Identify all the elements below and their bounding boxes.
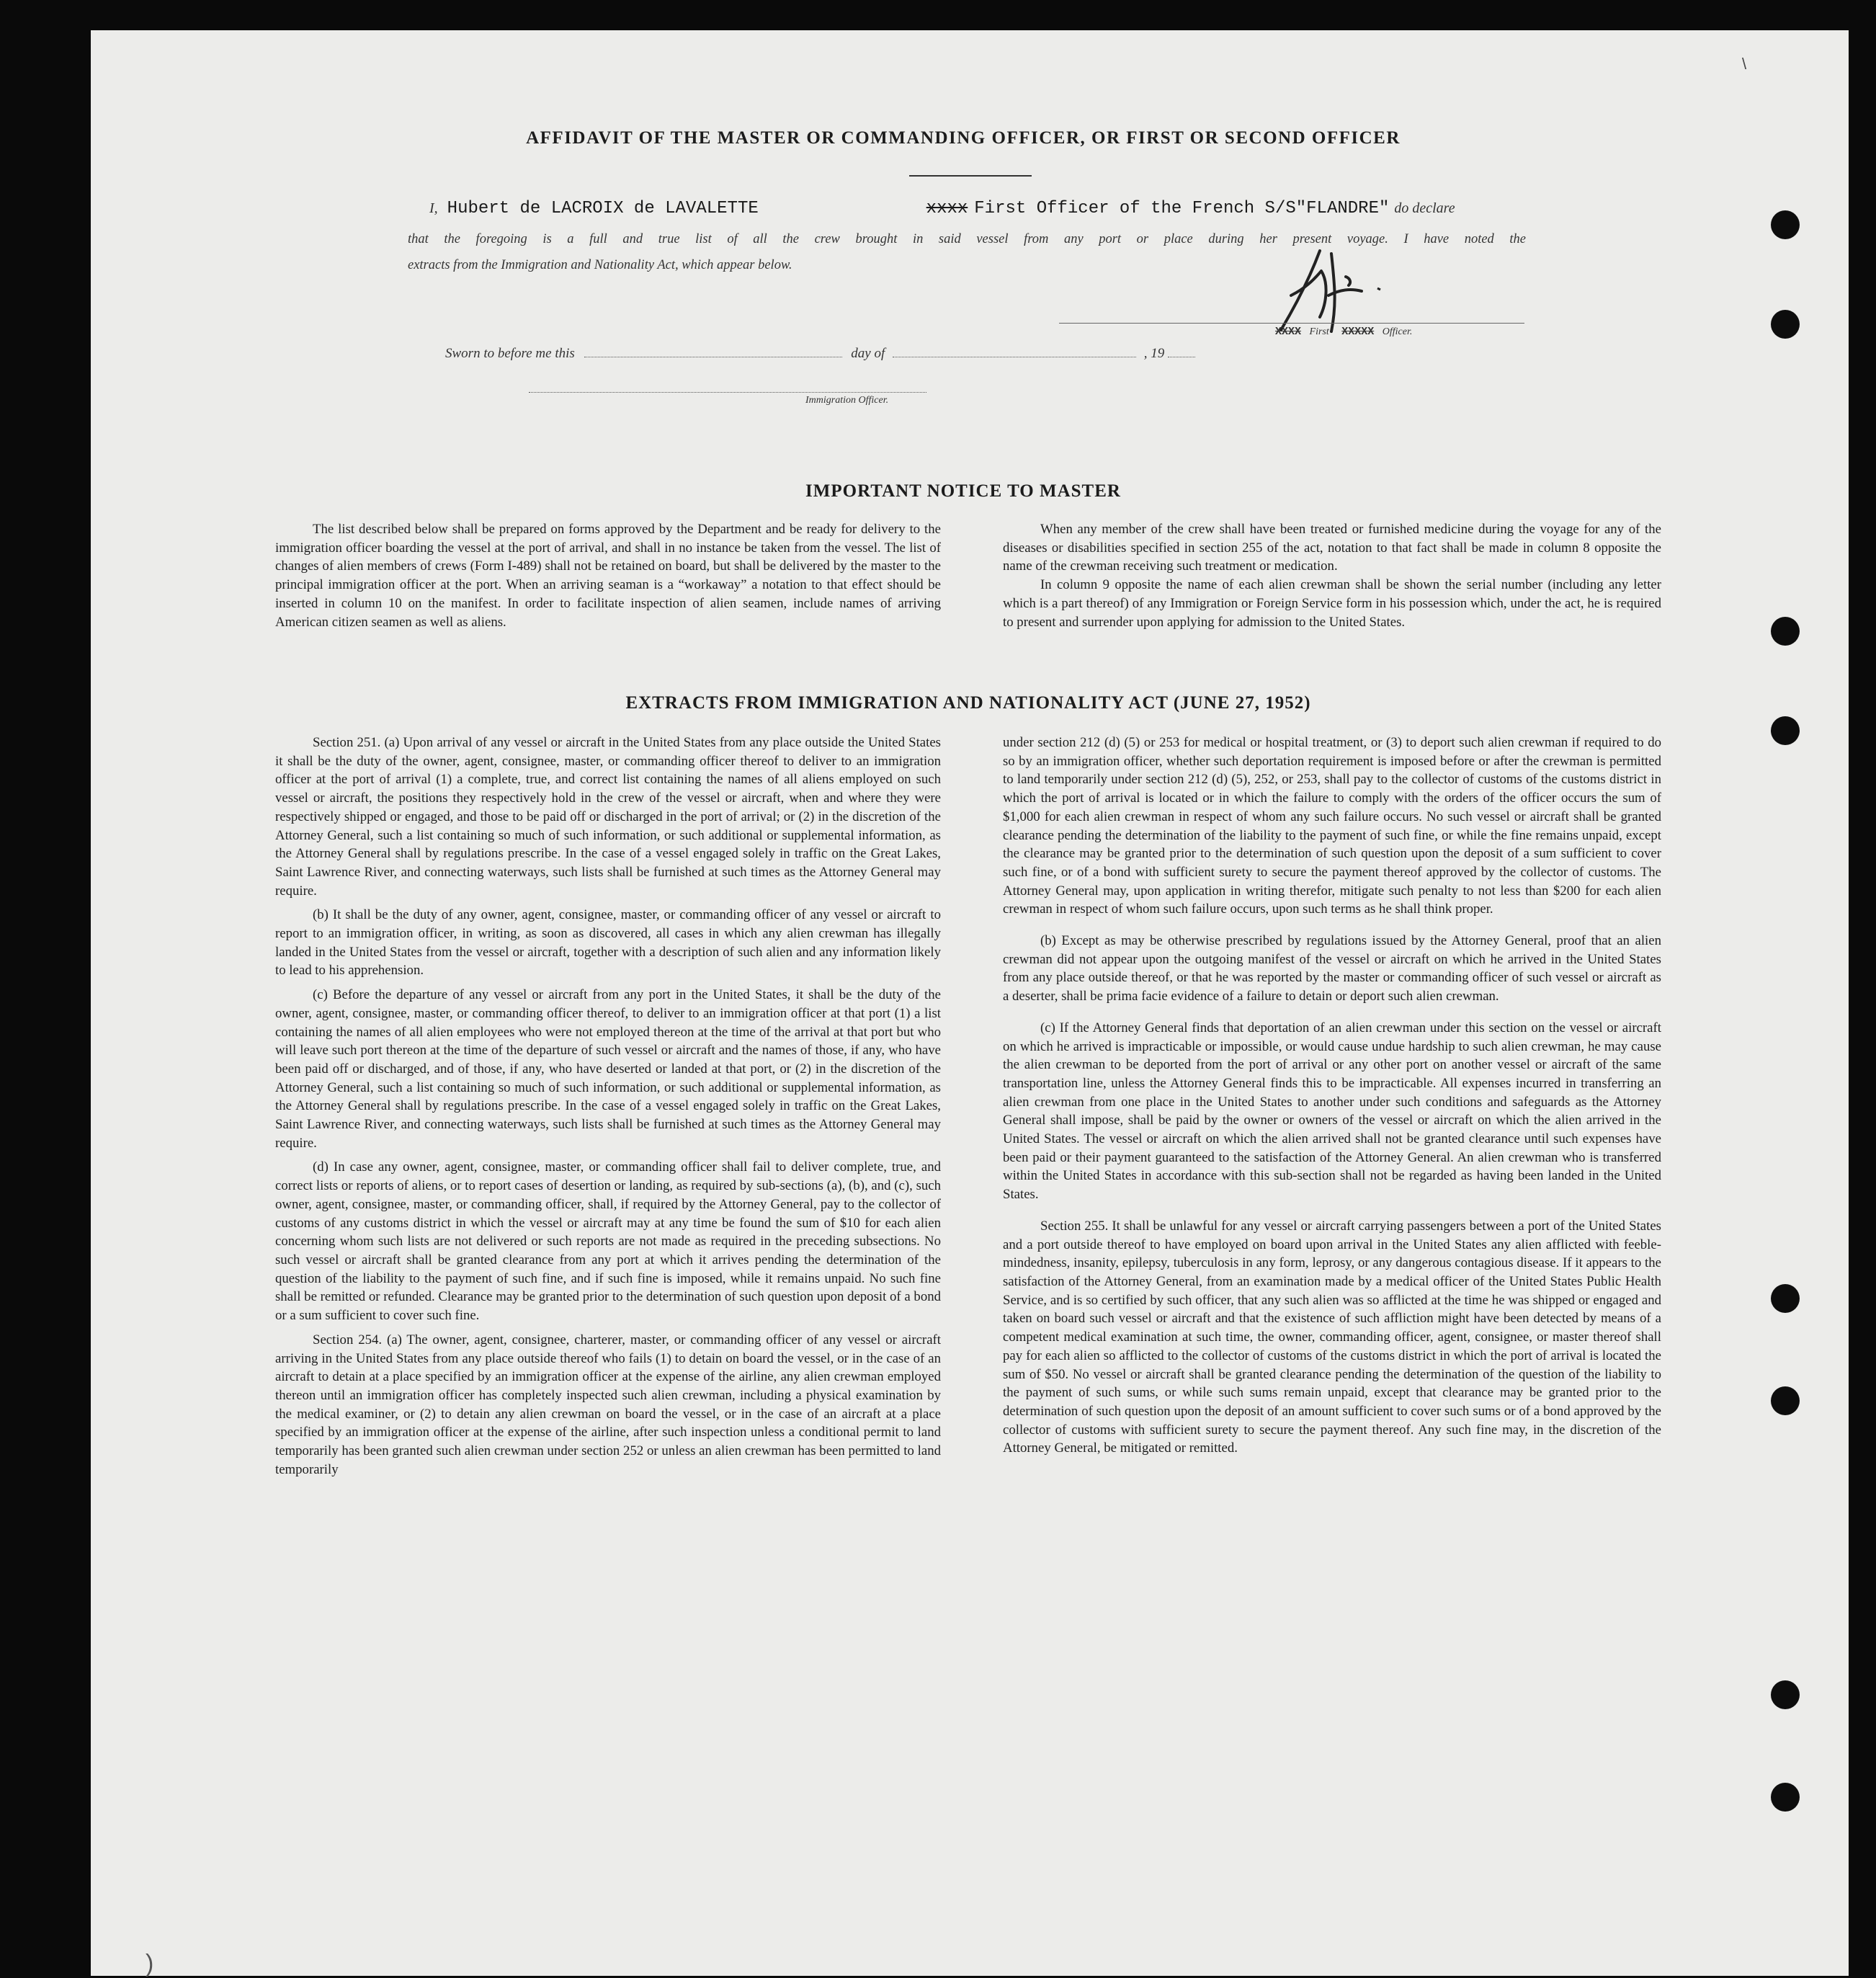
notice-right-paragraph-2: In column 9 opposite the name of each alien crewman shall be shown the serial number (including any letter which is a part thereof) of any Immigration or Foreign Service form in his possession which, under the act, he is required to present and surrender upon applying for admission to the United States. <box>1003 577 1661 630</box>
binder-hole <box>1771 310 1800 339</box>
struck-caption-2: XXXXX <box>1341 326 1375 338</box>
section-255: Section 255. It shall be unlawful for any vessel or aircraft carrying passengers between a port of the United States and a port outside thereof to have employed on board upon arrival in the United States any alien afflicted with feeble-mindedness, insanity, epilepsy, tuberculosis in any form, leprosy, or any dangerous contagious disease. If it appears to the satisfaction of the Attorney General, from an examination made by a medical officer of the United States Public Health Service, and is so certified by such officer, that any such alien was so afflicted at the time he was shipped or engaged and taken on board such vessel or aircraft and that the existence of such affliction might have been detected by means of a competent medical examination at such time, the owner, commanding officer, agent, consignee, or master thereof shall pay for each alien so afflicted to the collector of customs of the customs district in which the port of arrival is located the sum of $50. No vessel or aircraft shall be granted clearance pending the determination of the question of the liability to the payment of such sums, or while such sums remain unpaid, except that clearance may be granted prior to the determination of such question upon the deposit of an amount sufficient to cover such sums or of a bond approved by the collector of customs with sufficient surety to secure the payment thereof. Any such fine may, in the discretion of the Attorney General, be mitigated or remitted. <box>1003 1218 1661 1456</box>
binder-hole <box>1771 617 1800 646</box>
extracts-title: EXTRACTS FROM IMMIGRATION AND NATIONALITY ACT (JUNE 27, 1952) <box>625 693 1311 713</box>
caption-first: First <box>1309 326 1329 337</box>
section-251-a: Section 251. (a) Upon arrival of any vessel or aircraft in the United States from any place outside the United States it shall be the duty of the owner, agent, consignee, master, or commanding officer thereof to deliver to an immigration officer at the port of arrival (1) a complete, true, and correct list containing the names of all aliens employed on such vessel or aircraft, the positions they respectively hold in the crew of the vessel or aircraft, when and where they were respectively shipped or engaged, and those to be paid off or discharged in the port of arrival; or (2) in the discretion of the Attorney General, such a list containing so much of such information, or such additional or supplemental information, as the Attorney General shall by regulations prescribe. In the case of a vessel engaged solely in traffic on the Great Lakes, Saint Lawrence River, and connecting waterways, such lists shall be furnished at such times as the Attorney General may require. <box>275 735 941 899</box>
tick-mark: \ <box>1742 55 1747 73</box>
section-254-a: Section 254. (a) The owner, agent, consignee, charterer, master, or commanding officer of any vessel or aircraft arriving in the United States from any place outside thereof who fails (1) to detain on board the vessel, or in the case of an aircraft to detain at a place specified by an immigration officer at the expense of the airline, any alien crewman employed thereon until an immigration officer has completely inspected such alien crewman, including a physical examination by the medical examiner, or (2) to detain any alien crewman on board the vessel, or in the case of an aircraft at a place specified by an immigration officer at the expense of the airline, after such inspection unless a conditional permit to land temporarily has been granted such alien crewman under section 252 or unless an alien crewman has been permitted to land temporarily <box>275 1332 941 1477</box>
i-label: I, <box>429 200 438 216</box>
extracts-right-column <box>1003 734 1661 1458</box>
binder-hole <box>1771 1284 1800 1313</box>
extracts-left-column <box>275 734 941 1479</box>
sworn-line <box>445 346 1195 362</box>
section-254-b: (b) Except as may be otherwise prescribed by regulations issued by the Attorney General, proof that an alien crewman did not appear upon the outgoing manifest of the vessel or aircraft on which he arrived in the United States from any place outside thereof, or that he was reported by the master or commanding officer of such vessel or aircraft as a deserter, shall be prima facie evidence of a failure to detain or deport such alien crewman. <box>1003 933 1661 1004</box>
declaration-line-2: extracts from the Immigration and Nationality Act, which appear below. <box>408 258 792 272</box>
notice-right-paragraph-1: When any member of the crew shall have been treated or furnished medicine during the voyage for any of the diseases or disabilities specified in section 255 of the act, notation to that fact shall be made in column 8 opposite the name of the crewman receiving such treatment or medication. <box>1003 522 1661 574</box>
affidavit-name-line <box>429 199 1455 218</box>
section-254-a-continued: under section 212 (d) (5) or 253 for medical or hospital treatment, or (3) to deport such alien crewman if required to do so by an immigration officer, whether such deportation requirement is imposed before or after the crewman is permitted to land temporarily under section 212 (d) (5), 252, or 253, shall pay to the collector of customs of the customs district in which the port of arrival is located or in which the failure to comply with the orders of the officer occurs the sum of $1,000 for each alien crewman in respect of whom any such failure occurs. No such vessel or aircraft shall be granted clearance pending the determination of the liability to the payment of such fine, or while the fine remains unpaid, except the clearance may be granted prior to the determination of such question upon the deposit of a sum sufficient to cover such fine, or of a bond with sufficient surety to secure the payment thereof approved by the collector of customs. The Attorney General may, upon application in writing therefor, mitigate such penalty to not less than $200 for each alien crewman in respect of whom such failure occurs, upon such terms as he shall think proper. <box>1003 735 1661 917</box>
officer-name: Hubert de LACROIX de LAVALETTE <box>447 199 759 218</box>
struck-role: xxxx <box>926 199 968 218</box>
immigration-officer-line[interactable] <box>529 392 926 393</box>
notice-title: IMPORTANT NOTICE TO MASTER <box>805 481 1121 501</box>
binder-hole <box>1771 1386 1800 1415</box>
notice-left-column <box>275 520 941 631</box>
section-251-d: (d) In case any owner, agent, consignee, master, or commanding officer shall fail to deliver complete, true, and correct lists or reports of aliens, or to report cases of desertion or landing, as required by sub-sections (a), (b), and (c), such owner, agent, consignee, master, or commanding officer, shall, if required by the Attorney General, pay to the collector of customs of any customs district in which the vessel or aircraft may at any time be found the sum of $10 for each alien concerning whom such lists are not delivered or such reports are not made as required in the preceding subsections. No such vessel or aircraft shall be granted clearance from any port at which it arrives pending the determination of the question of the liability to the payment of such fine, and if such fine is imposed, while it remains unpaid. No such fine shall be remitted or refunded. Clearance may be granted prior to the determination of such question upon deposit of a bond or a sum sufficient to cover such fine. <box>275 1159 941 1324</box>
do-declare: do declare <box>1394 200 1455 216</box>
binder-hole <box>1771 1680 1800 1709</box>
officer-signature <box>1277 245 1399 339</box>
binder-hole <box>1771 1783 1800 1812</box>
title-divider <box>909 175 1032 177</box>
officer-role: First Officer of the French S/S"FLANDRE" <box>974 199 1390 218</box>
section-251-b: (b) It shall be the duty of any owner, agent, consignee, master, or commanding officer of any vessel or aircraft to report to an immigration officer, in writing, as soon as discovered, all cases in which any alien crewman has illegally landed in the United States from the vessel or aircraft, together with a description of such alien and any information likely to lead to his apprehension. <box>275 907 941 979</box>
binder-hole <box>1771 210 1800 239</box>
struck-caption-1: XXXX <box>1275 326 1302 338</box>
affidavit-title: AFFIDAVIT OF THE MASTER OR COMMANDING OFFICER, OR FIRST OR SECOND OFFICER <box>526 128 1401 148</box>
corner-mark: ) <box>146 1950 154 1977</box>
signature-line <box>1059 323 1524 324</box>
declaration-line-1: that the foregoing is a full and true list of all the crew brought in said vessel from any port or place during her present voyage. I have noted the <box>408 232 1526 246</box>
binder-hole <box>1771 716 1800 745</box>
notice-right-column <box>1003 520 1661 631</box>
day-of-label: day of <box>851 346 885 361</box>
section-251-c: (c) Before the departure of any vessel or aircraft from any port in the United States, it shall be the duty of the owner, agent, consignee, master, or commanding officer thereof, to deliver to an immigration officer at that port (1) a list containing the names of all alien employees who were not employed thereon at the time of the arrival at that port but who will leave such port thereon at the time of the departure of such vessel or aircraft and the names of those, if any, who have been paid off or discharged, and of those, if any, who have deserted or landed at that port, or (2) in the discretion of the Attorney General, such a list containing so much of such information, or such additional or supplemental information, as the Attorney General shall by regulations prescribe. In the case of a vessel engaged solely in traffic on the Great Lakes, Saint Lawrence River, and connecting waterways, such lists shall be furnished at such times as the Attorney General may require. <box>275 987 941 1151</box>
immigration-officer-caption: Immigration Officer. <box>805 395 889 406</box>
officer-caption <box>1275 326 1412 338</box>
sworn-label: Sworn to before me this <box>445 346 575 361</box>
section-254-c: (c) If the Attorney General finds that deportation of an alien crewman under this section on the vessel or aircraft on which he arrived is impracticable or impossible, or would cause undue hardship to such alien crewman, he may cause the alien crewman to be deported from the port of arrival or any other port on another vessel or aircraft of the same transportation line, unless the Attorney General finds this to be impracticable. All expenses incurred in transferring an alien crewman from one place in the United States to another under such conditions and safeguards as the Attorney General shall impose, shall be paid by the owner or owners of the vessel or aircraft on which the alien arrived in the United States. The vessel or aircraft on which the alien arrived shall not be granted clearance until such expenses have been paid or their payment guaranteed to the satisfaction of the Attorney General. An alien crewman who is transferred within the United States in accordance with this sub-section shall not be regarded as having been landed in the United States. <box>1003 1020 1661 1203</box>
notice-left-paragraph: The list described below shall be prepared on forms approved by the Department and be ready for delivery to the immigration officer boarding the vessel at the port of arrival, and shall in no instance be taken from the vessel. The list of changes of alien members of crews (Form I-489) shall not be retained on board, but shall be delivered by the master to the principal immigration officer at the port. When an arriving seaman is a “workaway” a notation to that effect should be inserted in column 10 on the manifest. In order to facilitate inspection of alien seamen, include names of arriving American citizen seamen as well as aliens. <box>275 522 941 630</box>
caption-officer: Officer. <box>1382 326 1413 337</box>
year-prefix: , 19 <box>1143 346 1165 361</box>
